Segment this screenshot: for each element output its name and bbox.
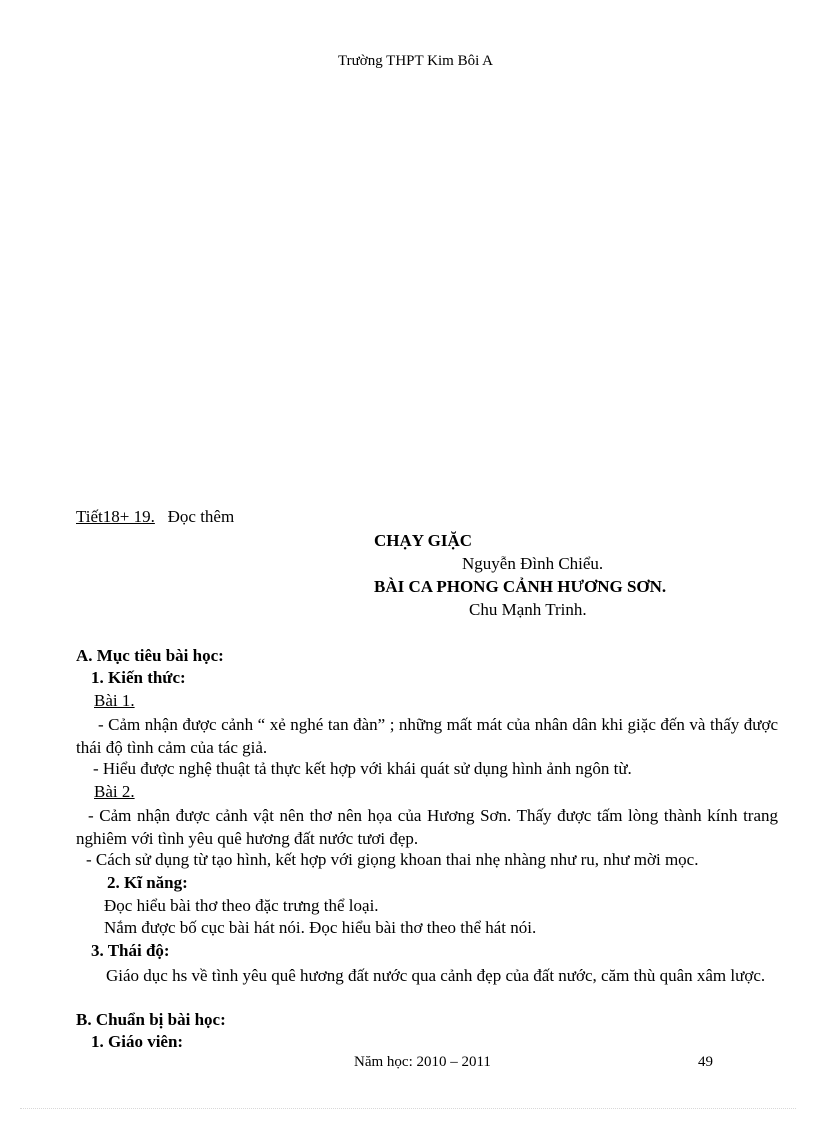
- school-header: Trường THPT Kim Bôi A: [338, 53, 493, 69]
- bai2-label: Bài 2.: [94, 782, 135, 801]
- skills-line1: Đọc hiểu bài thơ theo đặc trưng thể loại.: [104, 896, 379, 915]
- bai2-paragraph: - Cảm nhận được cảnh vật nên thơ nên họa của Hương Sơn. Thấy được tấm lòng thành kính trang nghiêm với tình yêu quê hương đất nước tươi đẹp.: [76, 806, 778, 848]
- section-b-heading: B. Chuẩn bị bài học:: [76, 1010, 226, 1029]
- section-a-heading: A. Mục tiêu bài học:: [76, 646, 224, 665]
- skills-heading: 2. Kĩ năng:: [107, 873, 188, 892]
- attitude-paragraph: Giáo dục hs về tình yêu quê hương đất nước qua cảnh đẹp của đất nước, căm thù quân xâm lược.: [106, 966, 766, 985]
- work2-title: BÀI CA PHONG CẢNH HƯƠNG SƠN.: [374, 577, 667, 596]
- bai1-paragraph: - Cảm nhận được cảnh “ xẻ nghé tan đàn” ; những mất mát của nhân dân khi giặc đến và thấy được thái độ tình cảm của tác giả.: [76, 715, 778, 757]
- work1-title: CHẠY GIẶC: [374, 531, 473, 550]
- work2-author: Chu Mạnh Trinh.: [469, 600, 587, 619]
- page-bottom-divider: [20, 1108, 796, 1109]
- lesson-period: Tiết18+ 19.: [76, 507, 155, 526]
- footer-school-year: Năm học: 2010 – 2011: [354, 1054, 491, 1070]
- lesson-heading: [76, 507, 234, 527]
- bai1-label: Bài 1.: [94, 691, 135, 710]
- page-number: 49: [698, 1054, 713, 1070]
- skills-line2: Nắm được bố cục bài hát nói. Đọc hiểu bài thơ theo thể hát nói.: [104, 918, 537, 937]
- work1-author: Nguyễn Đình Chiểu.: [462, 554, 604, 573]
- knowledge-heading: 1. Kiến thức:: [91, 668, 186, 687]
- lesson-type: Đọc thêm: [167, 507, 235, 526]
- bai2-line2: - Cách sử dụng từ tạo hình, kết hợp với giọng khoan thai nhẹ nhàng như ru, như mời mọc.: [86, 850, 699, 869]
- bai1-line2: - Hiểu được nghệ thuật tả thực kết hợp với khái quát sử dụng hình ảnh ngôn từ.: [93, 759, 632, 778]
- teacher-heading: 1. Giáo viên:: [91, 1032, 184, 1051]
- attitude-heading: 3. Thái độ:: [91, 941, 170, 960]
